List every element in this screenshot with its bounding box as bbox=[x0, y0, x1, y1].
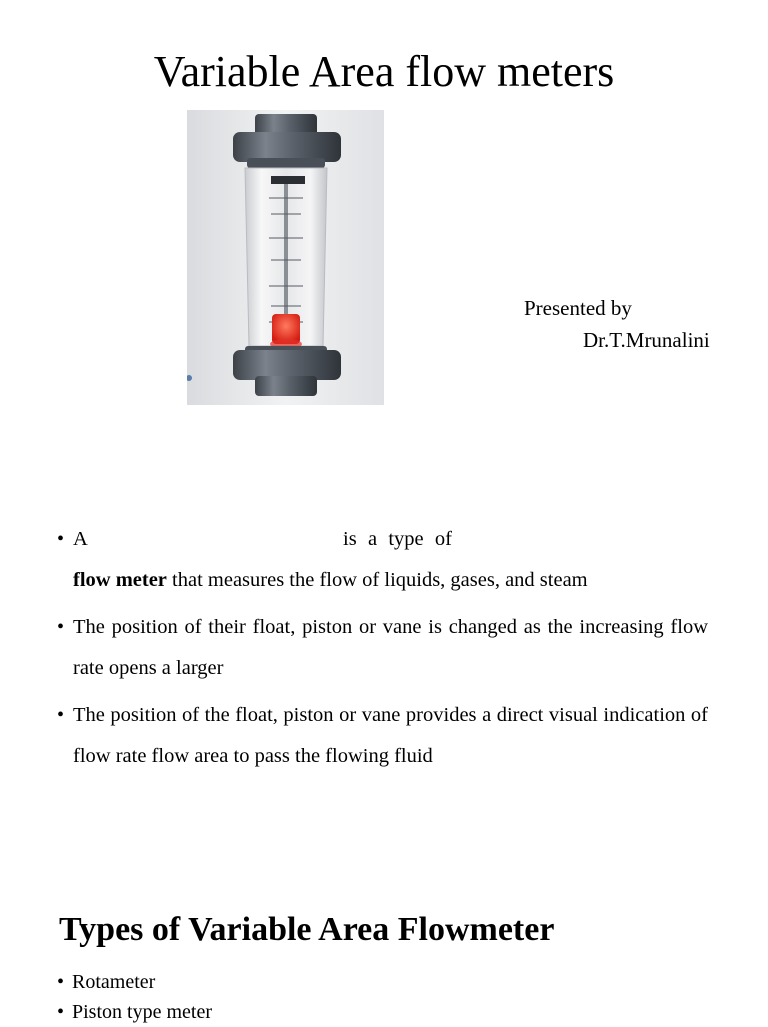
bullet-item bbox=[56, 607, 708, 689]
rotameter-photo bbox=[187, 110, 384, 405]
bullet-text: The position of their float, piston or vane is changed as the increasing flow rate opens a larger bbox=[73, 616, 708, 679]
bullet-word: type bbox=[388, 528, 424, 550]
bullet-lead-word: • A bbox=[73, 528, 88, 550]
types-list bbox=[56, 967, 212, 1027]
bullet-word: is bbox=[343, 528, 357, 550]
bullet-line-tail bbox=[343, 519, 452, 560]
list-item: • Rotameter bbox=[56, 967, 212, 997]
list-item: • Piston type meter bbox=[56, 997, 212, 1027]
presented-by-label: Presented by bbox=[524, 296, 632, 320]
slide-title: Variable Area flow meters bbox=[153, 47, 615, 96]
bullet-text: that measures the flow of liquids, gases, and steam bbox=[166, 569, 588, 591]
bullet-item bbox=[56, 695, 708, 777]
bullet-first-line bbox=[73, 519, 708, 560]
bullet-list bbox=[56, 519, 708, 783]
bullet-second-line bbox=[73, 560, 708, 601]
types-heading: Types of Variable Area Flowmeter bbox=[59, 911, 555, 948]
bullet-text: The position of the float, piston or vane provides a direct visual indication of flow rate flow area to pass the flowing fluid bbox=[73, 704, 708, 767]
presenter-name: Dr.T.Mrunalini bbox=[583, 328, 710, 352]
bullet-word: of bbox=[434, 528, 452, 550]
bold-term: flow meter bbox=[73, 569, 167, 591]
bullet-word: a bbox=[367, 528, 378, 550]
bullet-item bbox=[56, 519, 708, 601]
